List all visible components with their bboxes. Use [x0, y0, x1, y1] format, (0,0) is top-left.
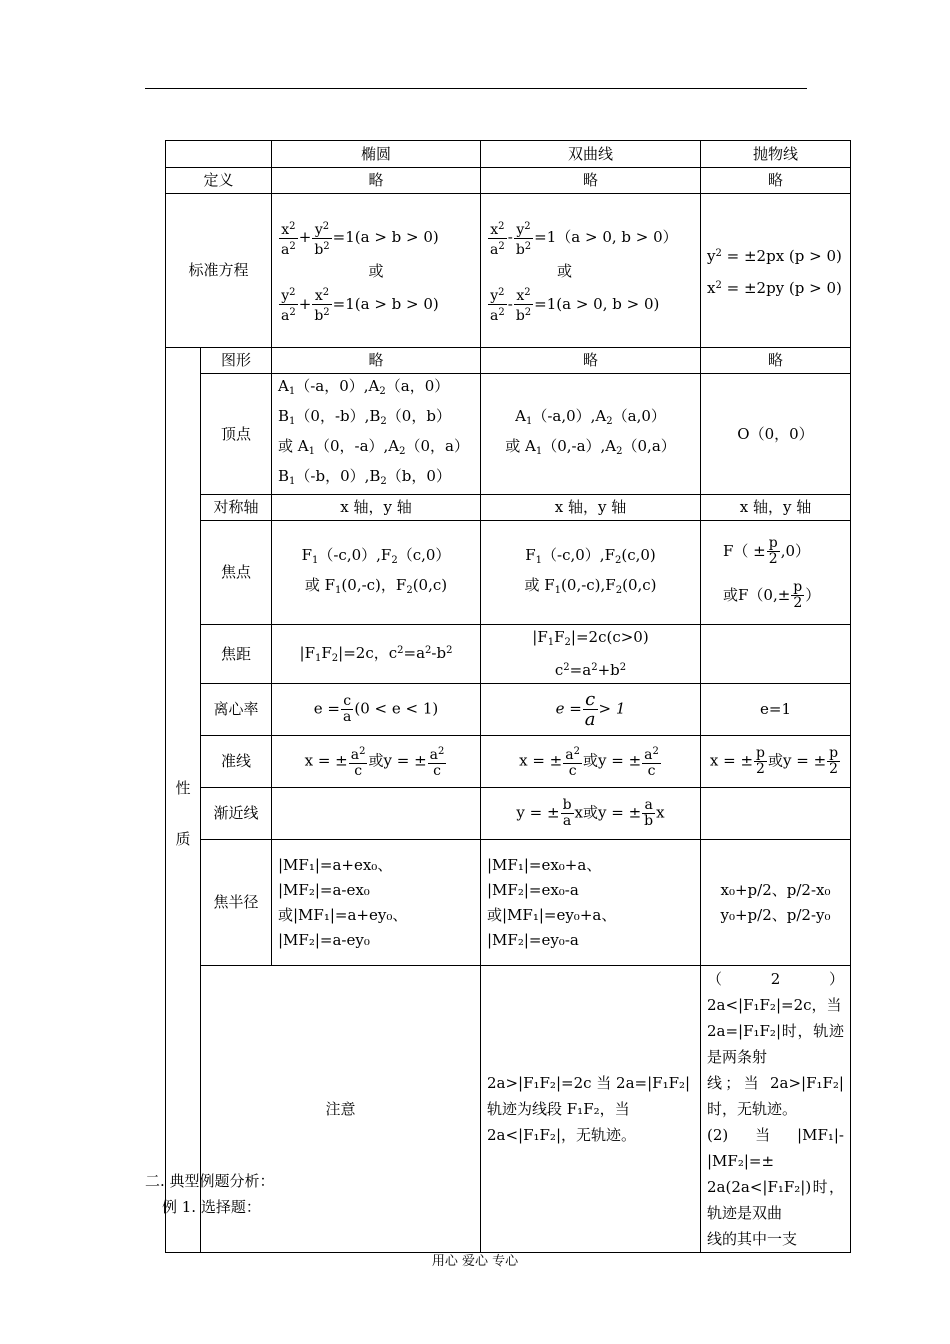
header-ellipse: 椭圆 — [272, 141, 481, 168]
cell-focal-radius-ellipse: |MF₁|=a+ex₀、 |MF₂|=a-ex₀ 或|MF₁|=a+ey₀、 |MF₂|=a-ey₀ — [272, 840, 481, 966]
row-directrix — [166, 736, 851, 788]
example-heading: 例 1. 选择题： — [162, 1198, 261, 1216]
cell-equation-parabola: $y^2 = \pm 2px$ (p > 0) $x^2 = \pm 2py$ (p > 0) — [701, 194, 851, 348]
cell-axis-parabola: x 轴，y 轴 — [701, 495, 851, 521]
cell-equation-ellipse: $\frac{x^2}{a^2}$ + $\frac{y^2}{b^2}$ =1(a > b > 0) 或 $\frac{y^2}{a^2}$ + $\frac{x^2}{b^2}$ =1(a > b > 0) — [272, 194, 481, 348]
cell-vertex-hyperbola: $A_1(-a,0),A_2(a,0)$ 或 $A_1(0,-a),A_2(0,a)$ — [481, 374, 701, 495]
cell-asymptote-ellipse — [272, 788, 481, 840]
cell-equation-hyperbola: $\frac{x^2}{a^2}$ - $\frac{y^2}{b^2}$ =1（a > 0, b > 0） 或 $\frac{y^2}{a^2}$ - $\frac{x^2}{b^2}$ =1(a > 0, b > 0) — [481, 194, 701, 348]
label-standard-equation: 标准方程 — [166, 194, 272, 348]
row-graph — [166, 348, 851, 374]
cell-focus-hyperbola: $F_1(-c,0),F_2(c,0)$ 或 $F_1(0,-c),F_2(0,c)$ — [481, 521, 701, 625]
label-focus: 焦点 — [201, 521, 272, 625]
row-vertex — [166, 374, 851, 495]
cell-focal-radius-hyperbola: |MF₁|=ex₀+a、 |MF₂|=ex₀-a 或|MF₁|=ey₀+a、 |MF₂|=ey₀-a — [481, 840, 701, 966]
label-eccentricity: 离心率 — [201, 684, 272, 736]
label-note: 注意 — [201, 966, 481, 1253]
label-graph: 图形 — [201, 348, 272, 374]
cell-focal-distance-parabola — [701, 625, 851, 684]
cell-eccentricity-ellipse: e = $\frac{c}{a}$ (0 < e < 1) — [272, 684, 481, 736]
conic-comparison-table — [165, 140, 851, 1253]
cell-axis-ellipse: x 轴，y 轴 — [272, 495, 481, 521]
row-eccentricity — [166, 684, 851, 736]
cell-asymptote-parabola — [701, 788, 851, 840]
cell-focal-radius-parabola: x₀+p/2、p/2-x₀ y₀+p/2、p/2-y₀ — [701, 840, 851, 966]
row-definition — [166, 168, 851, 194]
label-definition: 定义 — [166, 168, 272, 194]
row-axis — [166, 495, 851, 521]
row-focus — [166, 521, 851, 625]
row-focal-radius — [166, 840, 851, 966]
cell-focal-distance-ellipse: $|F_1F_2|=2c$，$c^2=a^2-b^2$ — [272, 625, 481, 684]
cell-graph-parabola: 略 — [701, 348, 851, 374]
cell-vertex-parabola: O（0，0） — [701, 374, 851, 495]
label-directrix: 准线 — [201, 736, 272, 788]
cell-definition-parabola: 略 — [701, 168, 851, 194]
row-note — [166, 966, 851, 1253]
row-focal-distance — [166, 625, 851, 684]
cell-graph-ellipse: 略 — [272, 348, 481, 374]
cell-asymptote-hyperbola: y = ± $\frac{b}{a}$ x或y = ± $\frac{a}{b}$ x — [481, 788, 701, 840]
cell-directrix-ellipse: x = ± $\frac{a^2}{c}$ 或y = ± $\frac{a^2}{c}$ — [272, 736, 481, 788]
cell-directrix-parabola: x = ± $\frac{p}{2}$ 或y = ± $\frac{p}{2}$ — [701, 736, 851, 788]
top-rule — [145, 88, 807, 89]
label-vertex: 顶点 — [201, 374, 272, 495]
cell-note-hyperbola: （2）2a<|F₁F₂|=2c，当 2a=|F₁F₂|时，轨迹是两条射 线；当 2a>|F₁F₂|时，无轨迹。 (2)当|MF₁|-|MF₂|=± 2a(2a<|F₁F₂|)时，轨迹是双曲 线的其中一支 — [701, 966, 851, 1253]
cell-directrix-hyperbola: x = ± $\frac{a^2}{c}$ 或y = ± $\frac{a^2}{c}$ — [481, 736, 701, 788]
cell-eccentricity-hyperbola: e = $\frac{c}{a}$ > 1 — [481, 684, 701, 736]
cell-focus-parabola: F（ ± $\frac{p}{2}$ ,0） 或F（0,± $\frac{p}{2}$ ） — [701, 521, 851, 625]
cell-vertex-ellipse: $A_1(-a$，$0),A_2(a$，0） $B_1(0$，$-b),B_2(0$，b） 或 $A_1(0$，$-a),A_2(0$，a） $B_1(-b$，$0),B_2(b$，0） — [272, 374, 481, 495]
cell-graph-hyperbola: 略 — [481, 348, 701, 374]
cell-definition-ellipse: 略 — [272, 168, 481, 194]
label-focal-radius: 焦半径 — [201, 840, 272, 966]
label-asymptote: 渐近线 — [201, 788, 272, 840]
cell-focus-ellipse: $F_1(-c,0),F_2(c,0)$ 或 $F_1(0,-c)$，$F_2(0,c)$ — [272, 521, 481, 625]
cell-axis-hyperbola: x 轴，y 轴 — [481, 495, 701, 521]
table-header-row — [166, 141, 851, 168]
section-title: 二. 典型例题分析： — [145, 1172, 275, 1190]
page-footer: 用心 爱心 专心 — [431, 1254, 519, 1269]
header-blank — [166, 141, 272, 168]
label-properties: 性 质 — [166, 348, 201, 1253]
cell-focal-distance-hyperbola: $|F_1F_2|=2c(c>0)$ $c^2=a^2+b^2$ — [481, 625, 701, 684]
row-standard-equation — [166, 194, 851, 348]
header-parabola: 抛物线 — [701, 141, 851, 168]
label-focal-distance: 焦距 — [201, 625, 272, 684]
cell-note-ellipse: 2a>|F₁F₂|=2c 当 2a=|F₁F₂| 轨迹为线段 F₁F₂，当 2a<|F₁F₂|，无轨迹。 — [481, 966, 701, 1253]
label-axis: 对称轴 — [201, 495, 272, 521]
cell-definition-hyperbola: 略 — [481, 168, 701, 194]
cell-eccentricity-parabola: e=1 — [701, 684, 851, 736]
row-asymptote — [166, 788, 851, 840]
header-hyperbola: 双曲线 — [481, 141, 701, 168]
